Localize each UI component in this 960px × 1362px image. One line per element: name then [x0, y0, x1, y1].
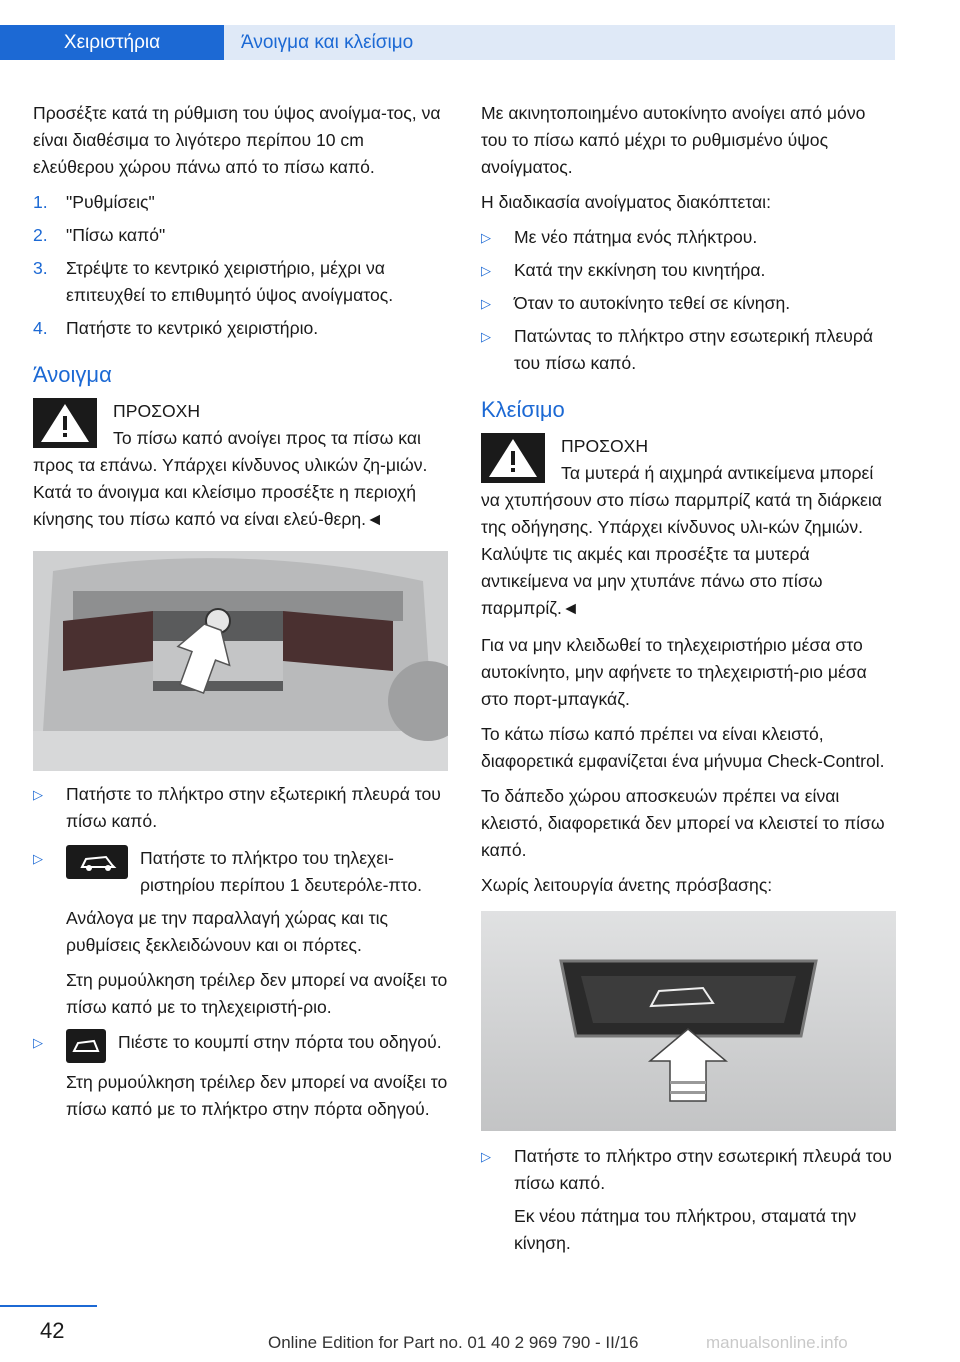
step-text: "Πίσω καπό" [66, 225, 166, 245]
left-column [33, 100, 448, 1131]
inner-button-photo [481, 911, 896, 1131]
footer-divider [0, 1305, 97, 1307]
paragraph: Το δάπεδο χώρου αποσκευών πρέπει να είναι κλειστό, διαφορετικά δεν μπορεί να κλειστεί το πίσω καπό. [481, 786, 885, 860]
list-item [481, 1143, 896, 1197]
paragraph: Με ακινητοποιημένο αυτοκίνητο ανοίγει από μόνο του το πίσω καπό μέχρι το ρυθμισμένο ύψος ανοίγματος. [481, 103, 866, 177]
bullet-text: Με νέο πάτημα ενός πλήκτρου. [514, 227, 758, 247]
bullet-text: Πατήστε το πλήκτρο στην εσωτερική πλευρά του πίσω καπό. [514, 1146, 892, 1193]
list-item [33, 845, 448, 899]
section-heading-close: Κλείσιμο [481, 397, 565, 422]
warning-text: προς τα επάνω. Υπάρχει κίνδυνος υλικών ζη-μιών. Κατά το άνοιγμα και κλείσιμο προσέξτε η περιοχή κίνησης του πίσω καπό να είναι ελεύ-θερη.◄ [33, 455, 428, 529]
bullet-marker: ▷ [33, 851, 43, 866]
list-item [33, 255, 448, 309]
bullet-marker: ▷ [33, 787, 43, 802]
list-item [33, 189, 448, 216]
bullet-marker: ▷ [481, 329, 491, 344]
warning-text: να χτυπήσουν στο πίσω παρμπρίζ κατά τη διάρκεια της οδήγησης. Υπάρχει κίνδυνος υλι-κών ζημιών. Καλύψτε τις ακμές και προσέξτε τα μυτερά αντικείμενα να μην χτυπάνε πάνω στο πίσω παρμπρίζ.◄ [481, 490, 882, 618]
edition-text: Online Edition for Part no. 01 40 2 969 790 - II/16 [268, 1333, 639, 1352]
paragraph: Το κάτω πίσω καπό πρέπει να είναι κλειστό, διαφορετικά εμφανίζεται ένα μήνυμα Check-Control. [481, 724, 885, 771]
warning-title: ΠΡΟΣΟΧΗ [561, 436, 649, 456]
step-text: Πατήστε το κεντρικό χειριστήριο. [66, 318, 319, 338]
paragraph: Χωρίς λειτουργία άνετης πρόσβασης: [481, 875, 773, 895]
warning-icon [33, 398, 97, 448]
tailgate-photo [33, 551, 448, 771]
list-item [481, 290, 896, 317]
paragraph: Εκ νέου πάτημα του πλήκτρου, σταματά την κίνηση. [514, 1206, 857, 1253]
bullet-text: Πατήστε το πλήκτρο του τηλεχει-ριστηρίου περίπου 1 δευτερόλε-πτο. [140, 848, 422, 895]
paragraph: Στη ρυμούλκηση τρέιλερ δεν μπορεί να ανοίξει το πίσω καπό με το πλήκτρο στην πόρτα οδηγού. [66, 1072, 448, 1119]
paragraph: Η διαδικασία ανοίγματος διακόπτεται: [481, 192, 771, 212]
paragraph: Στη ρυμούλκηση τρέιλερ δεν μπορεί να ανοίξει το πίσω καπό με το τηλεχειριστή-ριο. [66, 970, 448, 1017]
paragraph: Ανάλογα με την παραλλαγή χώρας και τις ρυθμίσεις ξεκλειδώνουν και οι πόρτες. [66, 908, 388, 955]
page-header [0, 0, 895, 60]
list-item [33, 781, 448, 835]
bullet-marker: ▷ [481, 230, 491, 245]
warning-text-first: Τα μυτερά ή αιχμηρά αντικείμενα μπορεί [561, 463, 874, 483]
steps-list [33, 189, 448, 342]
bullet-text: Πατώντας το πλήκτρο στην εσωτερική πλευρά του πίσω καπό. [514, 326, 874, 373]
warning-icon [481, 433, 545, 483]
warning-title: ΠΡΟΣΟΧΗ [113, 401, 201, 421]
warning-box [33, 398, 448, 533]
list-item [33, 222, 448, 249]
warning-text-first: Το πίσω καπό ανοίγει προς τα πίσω και [113, 428, 421, 448]
step-text: "Ρυθμίσεις" [66, 192, 155, 212]
bullet-text: Κατά την εκκίνηση του κινητήρα. [514, 260, 766, 280]
bullet-text: Πατήστε το πλήκτρο στην εξωτερική πλευρά του πίσω καπό. [66, 784, 441, 831]
paragraph: Για να μην κλειδωθεί το τηλεχειριστήριο μέσα στο αυτοκίνητο, μην αφήνετε το τηλεχειριστή-ριο μέσα στο πορτ-μπαγκάζ. [481, 635, 867, 709]
bullet-marker: ▷ [481, 296, 491, 311]
intro-paragraph: Προσέξτε κατά τη ρύθμιση του ύψος ανοίγμα-τος, να είναι διαθέσιμα το λιγότερο περίπου 10 cm ελεύθερου χώρου πάνω από το πίσω καπό. [33, 103, 441, 177]
list-item [481, 323, 896, 377]
page-number: 42 [40, 1318, 65, 1343]
bullet-marker: ▷ [33, 1035, 43, 1050]
step-number: 4. [33, 318, 48, 338]
step-number: 3. [33, 258, 48, 278]
list-item [481, 257, 896, 284]
step-number: 1. [33, 192, 48, 212]
watermark: manualsonline.info [706, 1333, 848, 1352]
bullet-marker: ▷ [481, 263, 491, 278]
car-key-icon [66, 845, 128, 879]
list-item [481, 224, 896, 251]
warning-box [481, 433, 896, 622]
right-column [481, 100, 896, 1265]
section-tab[interactable]: Άνοιγμα και κλείσιμο [224, 25, 895, 60]
list-item [33, 1029, 448, 1063]
bullet-text: Όταν το αυτοκίνητο τεθεί σε κίνηση. [514, 293, 791, 313]
section-heading-open: Άνοιγμα [33, 362, 112, 387]
bullet-marker: ▷ [481, 1149, 491, 1164]
bullet-text: Πιέστε το κουμπί στην πόρτα του οδηγού. [118, 1032, 442, 1052]
list-item [33, 315, 448, 342]
step-number: 2. [33, 225, 48, 245]
tailgate-button-icon [66, 1029, 106, 1063]
step-text: Στρέψτε το κεντρικό χειριστήριο, μέχρι να επιτευχθεί το επιθυμητό ύψος ανοίγματος. [66, 258, 394, 305]
chapter-tab[interactable]: Χειριστήρια [0, 25, 224, 60]
